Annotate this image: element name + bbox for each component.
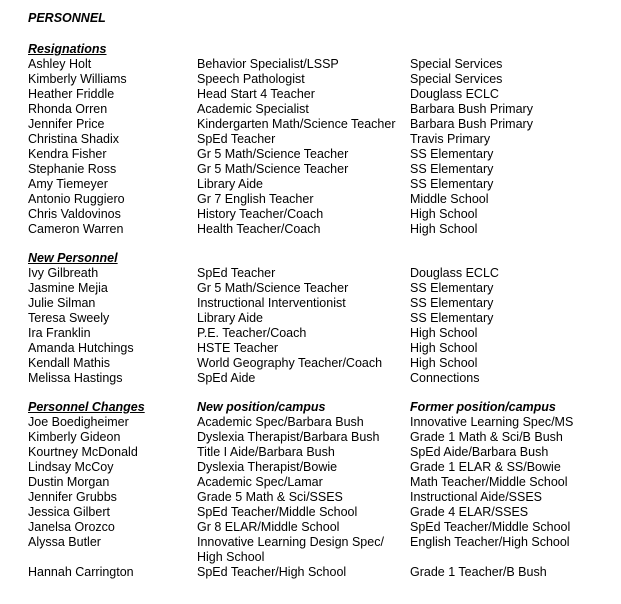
person-name: Christina Shadix <box>28 132 120 146</box>
new-position <box>197 565 346 580</box>
campus: Special Services <box>410 57 503 71</box>
former-position: Grade 1 ELAR & SS/Bowie <box>410 460 561 474</box>
position: Library Aide <box>197 177 264 191</box>
position: SpEd Teacher <box>197 266 276 280</box>
position: Gr 5 Math/Science Teacher <box>197 281 349 295</box>
campus: Barbara Bush Primary <box>410 102 533 116</box>
personnel-changes-section <box>0 400 621 580</box>
table-row <box>0 102 621 117</box>
table-row <box>0 162 621 177</box>
former-position: English Teacher/High School <box>410 535 570 549</box>
new-position <box>197 430 380 445</box>
position: Gr 5 Math/Science Teacher <box>197 162 349 176</box>
table-row <box>0 505 621 520</box>
personnel-changes-heading: Personnel Changes <box>28 400 145 414</box>
person-name: Alyssa Butler <box>28 535 101 549</box>
person-name: Cameron Warren <box>28 222 124 236</box>
table-row <box>0 222 621 237</box>
new-position-line: Dyslexia Therapist/Barbara Bush <box>197 430 380 444</box>
person-name: Jasmine Mejia <box>28 281 108 295</box>
former-position-heading: Former position/campus <box>410 400 556 414</box>
campus: SS Elementary <box>410 296 494 310</box>
position: History Teacher/Coach <box>197 207 324 221</box>
new-position <box>197 445 335 460</box>
position: HSTE Teacher <box>197 341 279 355</box>
table-row <box>0 371 621 386</box>
person-name: Lindsay McCoy <box>28 460 114 474</box>
position: Instructional Interventionist <box>197 296 346 310</box>
former-position: Innovative Learning Spec/MS <box>410 415 574 429</box>
campus: High School <box>410 341 478 355</box>
campus: High School <box>410 326 478 340</box>
resignations-list <box>0 57 621 237</box>
person-name: Stephanie Ross <box>28 162 117 176</box>
person-name: Teresa Sweely <box>28 311 110 325</box>
new-position <box>197 520 339 535</box>
table-row <box>0 296 621 311</box>
former-position: Grade 1 Teacher/B Bush <box>410 565 547 579</box>
new-personnel-heading-row <box>0 251 621 266</box>
new-personnel-heading: New Personnel <box>28 251 118 265</box>
person-name: Melissa Hastings <box>28 371 123 385</box>
new-position-line: Gr 8 ELAR/Middle School <box>197 520 340 534</box>
former-position: SpEd Aide/Barbara Bush <box>410 445 549 459</box>
position: P.E. Teacher/Coach <box>197 326 307 340</box>
person-name: Ashley Holt <box>28 57 92 71</box>
new-position <box>197 535 384 565</box>
table-row <box>0 535 621 565</box>
resignations-heading-row <box>0 42 621 57</box>
person-name: Janelsa Orozco <box>28 520 115 534</box>
new-position <box>197 415 364 430</box>
person-name: Julie Silman <box>28 296 96 310</box>
person-name: Ivy Gilbreath <box>28 266 99 280</box>
table-row <box>0 356 621 371</box>
new-position <box>197 505 357 520</box>
table-row <box>0 490 621 505</box>
campus: Douglass ECLC <box>410 87 499 101</box>
new-position-line: SpEd Teacher/Middle School <box>197 505 358 519</box>
person-name: Joe Boedigheimer <box>28 415 129 429</box>
person-name: Heather Friddle <box>28 87 115 101</box>
table-row <box>0 445 621 460</box>
former-position: Instructional Aide/SSES <box>410 490 543 504</box>
campus: Travis Primary <box>410 132 491 146</box>
campus: Special Services <box>410 72 503 86</box>
personnel-changes-heading-row <box>0 400 621 415</box>
table-row <box>0 281 621 296</box>
table-row <box>0 415 621 430</box>
table-row <box>0 147 621 162</box>
campus: SS Elementary <box>410 147 494 161</box>
campus: Middle School <box>410 192 489 206</box>
position: Behavior Specialist/LSSP <box>197 57 339 71</box>
position: Speech Pathologist <box>197 72 305 86</box>
table-row <box>0 341 621 356</box>
position: World Geography Teacher/Coach <box>197 356 383 370</box>
person-name: Dustin Morgan <box>28 475 110 489</box>
former-position: Grade 4 ELAR/SSES <box>410 505 529 519</box>
table-row <box>0 117 621 132</box>
person-name: Kourtney McDonald <box>28 445 138 459</box>
person-name: Chris Valdovinos <box>28 207 121 221</box>
table-row <box>0 57 621 72</box>
position: Kindergarten Math/Science Teacher <box>197 117 396 131</box>
campus: Barbara Bush Primary <box>410 117 533 131</box>
new-position <box>197 460 337 475</box>
table-row <box>0 460 621 475</box>
new-position-line: Innovative Learning Design Spec/ <box>197 535 384 549</box>
former-position: SpEd Teacher/Middle School <box>410 520 571 534</box>
resignations-section <box>0 42 621 237</box>
table-row <box>0 311 621 326</box>
person-name: Jessica Gilbert <box>28 505 110 519</box>
former-position: Math Teacher/Middle School <box>410 475 568 489</box>
person-name: Kimberly Williams <box>28 72 127 86</box>
campus: SS Elementary <box>410 177 494 191</box>
position: Gr 5 Math/Science Teacher <box>197 147 349 161</box>
new-position-line: High School <box>197 550 265 564</box>
table-row <box>0 475 621 490</box>
new-position-line: Academic Spec/Barbara Bush <box>197 415 364 429</box>
position: Gr 7 English Teacher <box>197 192 314 206</box>
personnel-changes-list <box>0 415 621 580</box>
person-name: Antonio Ruggiero <box>28 192 125 206</box>
person-name: Jennifer Grubbs <box>28 490 117 504</box>
table-row <box>0 132 621 147</box>
campus: Connections <box>410 371 480 385</box>
new-position <box>197 490 343 505</box>
person-name: Amanda Hutchings <box>28 341 134 355</box>
table-row <box>0 72 621 87</box>
new-position-line: Grade 5 Math & Sci/SSES <box>197 490 343 504</box>
new-position-line: SpEd Teacher/High School <box>197 565 347 579</box>
table-row <box>0 565 621 580</box>
new-position-heading: New position/campus <box>197 400 326 414</box>
campus: High School <box>410 207 478 221</box>
table-row <box>0 207 621 222</box>
table-row <box>0 266 621 281</box>
new-personnel-section <box>0 251 621 386</box>
new-position-line: Title I Aide/Barbara Bush <box>197 445 335 459</box>
position: SpEd Aide <box>197 371 256 385</box>
person-name: Jennifer Price <box>28 117 105 131</box>
new-position <box>197 475 323 490</box>
new-position-line: Dyslexia Therapist/Bowie <box>197 460 338 474</box>
person-name: Rhonda Orren <box>28 102 108 116</box>
position: Head Start 4 Teacher <box>197 87 315 101</box>
table-row <box>0 326 621 341</box>
position: Academic Specialist <box>197 102 309 116</box>
person-name: Ira Franklin <box>28 326 91 340</box>
page-title: PERSONNEL <box>28 11 106 25</box>
position: Health Teacher/Coach <box>197 222 321 236</box>
position: Library Aide <box>197 311 264 325</box>
position: SpEd Teacher <box>197 132 276 146</box>
resignations-heading: Resignations <box>28 42 107 56</box>
campus: SS Elementary <box>410 281 494 295</box>
new-personnel-list <box>0 266 621 386</box>
person-name: Kimberly Gideon <box>28 430 121 444</box>
new-position-line: Academic Spec/Lamar <box>197 475 323 489</box>
campus: High School <box>410 356 478 370</box>
person-name: Kendall Mathis <box>28 356 110 370</box>
campus: SS Elementary <box>410 162 494 176</box>
campus: High School <box>410 222 478 236</box>
table-row <box>0 192 621 207</box>
table-row <box>0 87 621 102</box>
table-row <box>0 520 621 535</box>
person-name: Kendra Fisher <box>28 147 107 161</box>
former-position: Grade 1 Math & Sci/B Bush <box>410 430 563 444</box>
person-name: Hannah Carrington <box>28 565 134 579</box>
table-row <box>0 177 621 192</box>
table-row <box>0 430 621 445</box>
campus: Douglass ECLC <box>410 266 499 280</box>
person-name: Amy Tiemeyer <box>28 177 108 191</box>
campus: SS Elementary <box>410 311 494 325</box>
